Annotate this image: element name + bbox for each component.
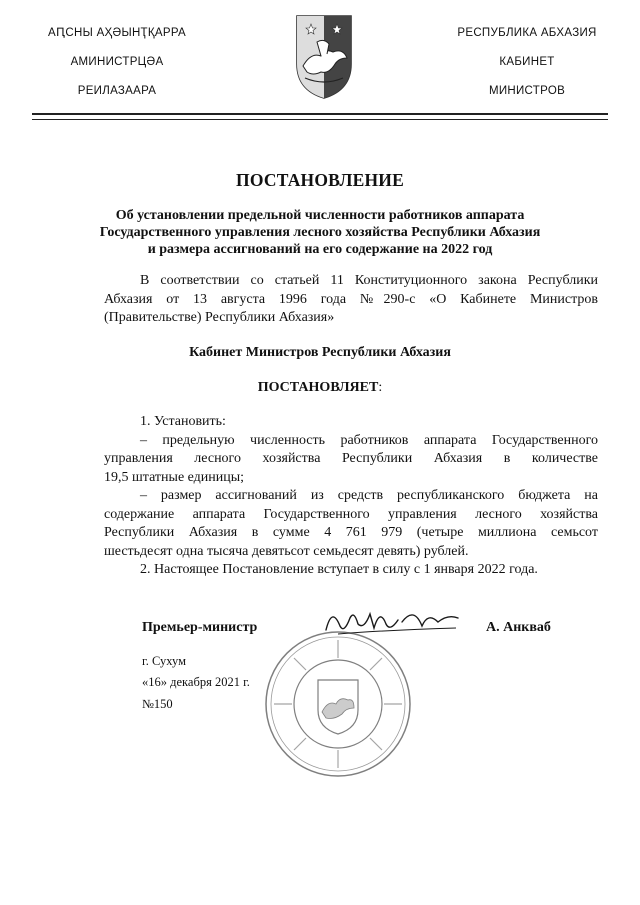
- item-line: 2. Настоящее Постановление вступает в силу с 1 января 2022 года.: [140, 562, 538, 577]
- header-right-russian: [432, 26, 622, 113]
- signatory-position: Премьер-министр: [142, 620, 258, 635]
- header-left-line: АМИНИСТРЦӘА: [70, 56, 164, 68]
- item-line: управления лесного хозяйства Республики Абхазия в количестве: [104, 451, 598, 466]
- document-date: «16» декабря 2021 г.: [142, 675, 250, 689]
- item-line: 19,5 штатные единицы;: [104, 469, 245, 485]
- subject-line: и размера ассигнований на его содержание на 2022 год: [147, 242, 493, 257]
- abkhazia-coat-of-arms-icon: [291, 12, 357, 102]
- header-right-line: РЕСПУБЛИКА АБХАЗИЯ: [457, 27, 597, 39]
- document-subject: [95, 207, 545, 258]
- preamble-line: Абхазия от 13 августа 1996 года №290-с «О Кабинете Министров: [104, 291, 598, 307]
- item-line: 1. Установить:: [140, 414, 226, 429]
- item-line: Республики Абхазия в сумме 4 761 979 (четыре миллиона семьсот: [104, 525, 598, 540]
- subject-line: Государственного управления лесного хозяйства Республики Абхазия: [99, 225, 541, 240]
- item-line: – предельную численность работников аппарата Государственного: [140, 432, 598, 448]
- document-city: г. Сухум: [142, 654, 187, 668]
- resolves-colon: :: [378, 380, 383, 395]
- issuer-heading: Кабинет Министров Республики Абхазия: [189, 345, 451, 360]
- handwritten-signature-icon: [318, 600, 468, 642]
- item-line: содержание аппарата Государственного управления лесного хозяйства: [104, 506, 598, 522]
- preamble-line: В соответствии со статьей 11 Конституционного закона Республики: [140, 273, 598, 288]
- header-divider-thick: [32, 113, 608, 115]
- item-line: шестьдесят одна тысяча девятьсот семьдесят девять) рублей.: [104, 543, 469, 559]
- preamble: [104, 272, 598, 328]
- resolves-heading: [0, 380, 640, 396]
- signatory-name: А. Анкваб: [486, 620, 551, 635]
- header-divider-thin: [32, 119, 608, 120]
- header-right-line: КАБИНЕТ: [499, 56, 555, 68]
- official-seal-icon: [262, 628, 414, 780]
- preamble-line: (Правительстве) Республики Абхазия»: [104, 310, 335, 325]
- document-number: №150: [142, 697, 173, 711]
- resolution-items: [104, 413, 598, 580]
- header-left-line: АԤСНЫ АҲӘЫНҬҚАРРА: [48, 27, 186, 39]
- header-left-line: РЕИЛАЗААРА: [77, 85, 157, 97]
- item-line: – размер ассигнований из средств республиканского бюджета на: [140, 488, 598, 503]
- header-right-line: МИНИСТРОВ: [488, 85, 566, 97]
- document-title: ПОСТАНОВЛЕНИЕ: [236, 170, 404, 190]
- resolves-word: ПОСТАНОВЛЯЕТ: [257, 380, 379, 395]
- header-left-abkhaz: [22, 26, 212, 113]
- subject-line: Об установлении предельной численности работников аппарата: [115, 208, 525, 223]
